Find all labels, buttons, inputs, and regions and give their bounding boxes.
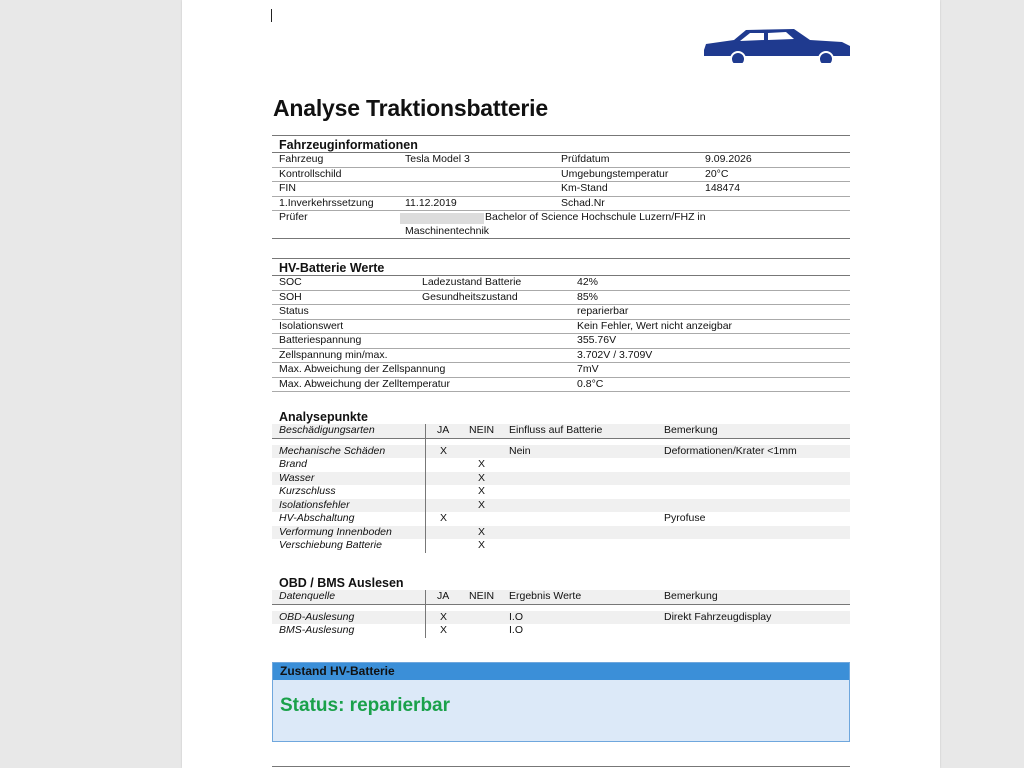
schadnr-label: Schad.Nr [561,196,605,209]
pruefdatum-value: 9.09.2026 [705,153,752,165]
kmstand-value: 148474 [705,182,741,194]
kmstand-label: Km-Stand [561,182,608,194]
obd-header-remark: Bemerkung [664,590,718,602]
hv-values-section [272,258,850,392]
hv-row-value: 42% [577,276,599,288]
pruefdatum-label: Prüfdatum [561,153,610,165]
analysis-header-row [272,424,850,439]
obd-row [272,611,850,625]
obd-section [272,576,850,638]
obd-heading: OBD / BMS Auslesen [279,576,404,590]
hv-row [272,276,850,291]
umgebung-value: 20°C [705,167,729,180]
car-icon [702,26,852,66]
analysis-row [272,472,850,486]
vehicle-row-inverkehr [272,197,850,212]
analysis-ja: X [440,444,448,457]
column-divider [425,611,426,625]
hv-row-label: Status [279,305,309,317]
analysis-row [272,445,850,459]
analysis-header-ja: JA [437,424,450,436]
hv-row-value: 3.702V / 3.709V [577,348,653,361]
pruefer-value-line1: Bachelor of Science Hochschule Luzern/FHZ in [485,211,706,223]
analysis-ja: X [440,512,448,524]
hv-row-value: reparierbar [577,305,629,317]
hv-row-label: Max. Abweichung der Zellspannung [279,363,446,375]
obd-ja: X [440,610,448,623]
analysis-nein: X [478,498,486,511]
condition-heading: Zustand HV-Batterie [273,663,849,680]
pruefer-value-line2: Maschinentechnik [405,224,490,237]
obd-result: I.O [509,610,524,623]
obd-header-ja: JA [437,590,450,602]
analysis-row [272,458,850,472]
analysis-remark: Deformationen/Krater <1mm [664,444,797,457]
inverkehr-label: 1.Inverkehrssetzung [279,196,374,209]
analysis-type: Mechanische Schäden [279,444,386,457]
obd-ja: X [440,624,448,636]
hv-row-label: SOC [279,276,302,288]
hv-row-value: 355.76V [577,334,617,346]
vehicle-info-section [272,135,850,239]
document-page [182,0,940,768]
analysis-header-effect: Einfluss auf Batterie [509,424,603,436]
column-divider [425,526,426,540]
column-divider [425,539,426,553]
analysis-nein: X [478,539,486,551]
column-divider [425,512,426,526]
column-divider [425,590,426,604]
fin-label: FIN [279,182,296,194]
hv-row [272,305,850,320]
section-divider [272,135,850,136]
obd-header-result: Ergebnis Werte [509,590,582,602]
fahrzeug-value: Tesla Model 3 [405,153,470,165]
vehicle-row-fahrzeug [272,153,850,168]
analysis-section [272,410,850,553]
hv-row-value: 85% [577,290,599,303]
analysis-nein: X [478,485,486,497]
hv-row-label: Zellspannung min/max. [279,348,388,361]
analysis-type: Isolationsfehler [279,498,350,511]
analysis-row [272,499,850,513]
hv-row-sub: Ladezustand Batterie [422,276,522,288]
hv-row [272,378,850,393]
obd-header-nein: NEIN [469,590,495,602]
column-divider [425,624,426,638]
vehicle-info-heading: Fahrzeuginformationen [279,138,418,152]
obd-header-source: Datenquelle [279,590,336,602]
vehicle-row-pruefer [272,211,850,239]
analysis-type: Verschiebung Batterie [279,539,382,551]
analysis-row [272,526,850,540]
obd-source: BMS-Auslesung [279,624,355,636]
analysis-type: Verformung Innenboden [279,525,392,538]
analysis-header-nein: NEIN [469,424,495,436]
kontrollschild-label: Kontrollschild [279,167,342,180]
fahrzeug-label: Fahrzeug [279,153,324,165]
analysis-type: Brand [279,458,308,470]
obd-source: OBD-Auslesung [279,610,355,623]
analysis-type: HV-Abschaltung [279,512,355,524]
hv-row [272,320,850,335]
analysis-row [272,485,850,499]
analysis-nein: X [478,525,486,538]
hv-row [272,291,850,306]
analysis-type: Wasser [279,471,315,484]
hv-row [272,349,850,364]
document-title: Analyse Traktionsbatterie [273,95,548,121]
analysis-effect: Nein [509,444,531,457]
redacted-name [400,213,484,224]
condition-status-text: Status: reparierbar [280,695,451,716]
hv-row-label: SOH [279,290,302,303]
vehicle-row-fin [272,182,850,197]
hv-row [272,363,850,378]
analysis-remark: Pyrofuse [664,512,706,524]
analysis-nein: X [478,458,486,470]
column-divider [425,472,426,486]
obd-result: I.O [509,624,524,636]
hv-row-label: Max. Abweichung der Zelltemperatur [279,377,450,390]
obd-row [272,624,850,638]
analysis-nein: X [478,471,486,484]
umgebung-label: Umgebungstemperatur [561,167,669,180]
analysis-header-remark: Bemerkung [664,424,718,436]
column-divider [425,445,426,459]
column-divider [425,499,426,513]
hv-row-value: 7mV [577,363,599,375]
hv-row-label: Batteriespannung [279,334,362,346]
obd-header-row [272,590,850,605]
analysis-row [272,512,850,526]
analysis-header-type: Beschädigungsarten [279,424,375,436]
hv-row-sub: Gesundheitszustand [422,290,518,303]
hv-values-heading: HV-Batterie Werte [279,261,385,275]
section-divider [272,258,850,259]
hv-row-value: 0.8°C [577,377,604,390]
hv-row [272,334,850,349]
section-divider [272,766,850,767]
inverkehr-value: 11.12.2019 [405,196,457,209]
obd-remark: Direkt Fahrzeugdisplay [664,610,772,623]
vehicle-row-kontrollschild [272,168,850,183]
column-divider [425,485,426,499]
analysis-row [272,539,850,553]
condition-box [272,662,850,742]
analysis-type: Kurzschluss [279,485,336,497]
column-divider [425,424,426,438]
analysis-heading: Analysepunkte [279,410,368,424]
hv-row-value: Kein Fehler, Wert nicht anzeigbar [577,319,733,332]
text-cursor [271,9,272,22]
hv-row-label: Isolationswert [279,319,344,332]
pruefer-label: Prüfer [279,211,308,223]
column-divider [425,458,426,472]
